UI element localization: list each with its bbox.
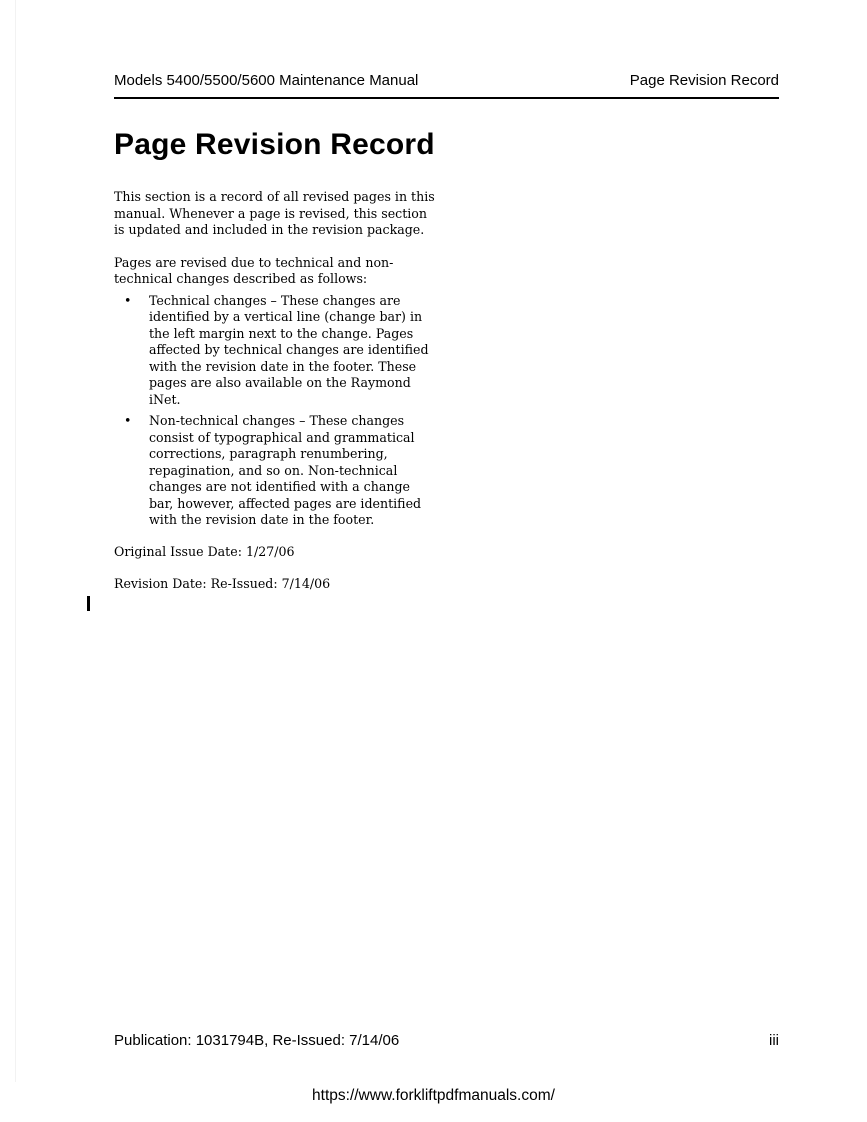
body-content: [114, 189, 436, 609]
original-issue-date: Original Issue Date: 1/27/06: [114, 543, 295, 559]
running-header: [114, 72, 779, 99]
publication-info: Publication: 1031794B, Re-Issued: 7/14/06: [114, 1032, 400, 1049]
list-item: [114, 413, 436, 529]
list-item: [114, 293, 436, 409]
page-edge: [15, 0, 16, 1082]
section-title: Page Revision Record: [629, 72, 779, 89]
intro-paragraph: This section is a record of all revised pages in this manual. Whenever a page is revised, this section is updated and included in the revision package.: [114, 189, 435, 237]
source-url: https://www.forkliftpdfmanuals.com/: [312, 1087, 555, 1104]
change-bar: [87, 596, 90, 611]
bullet-icon: •: [124, 292, 132, 308]
change-types-list: [114, 293, 436, 529]
list-item-text: Non-technical changes – These changes consist of typographical and grammatical corrections, paragraph renumbering, repagination, and so on. Non-technical changes are not identified with a change bar, however, affected pages are identified with the revision date in the footer.: [149, 413, 422, 527]
list-item-text: Technical changes – These changes are identified by a vertical line (change bar) in the left margin next to the change. Pages affected by technical changes are identified with the revision date in the footer. These pages are also available on the Raymond iNet.: [149, 292, 429, 407]
bullet-icon: •: [124, 413, 132, 428]
intro-paragraph: Pages are revised due to technical and non-technical changes described as follows:: [114, 254, 394, 286]
page-number: iii: [769, 1032, 779, 1049]
revision-date: Revision Date: Re-Issued: 7/14/06: [114, 576, 331, 591]
manual-title: Models 5400/5500/5600 Maintenance Manual: [114, 72, 419, 89]
page-title: Page Revision Record: [114, 128, 435, 161]
